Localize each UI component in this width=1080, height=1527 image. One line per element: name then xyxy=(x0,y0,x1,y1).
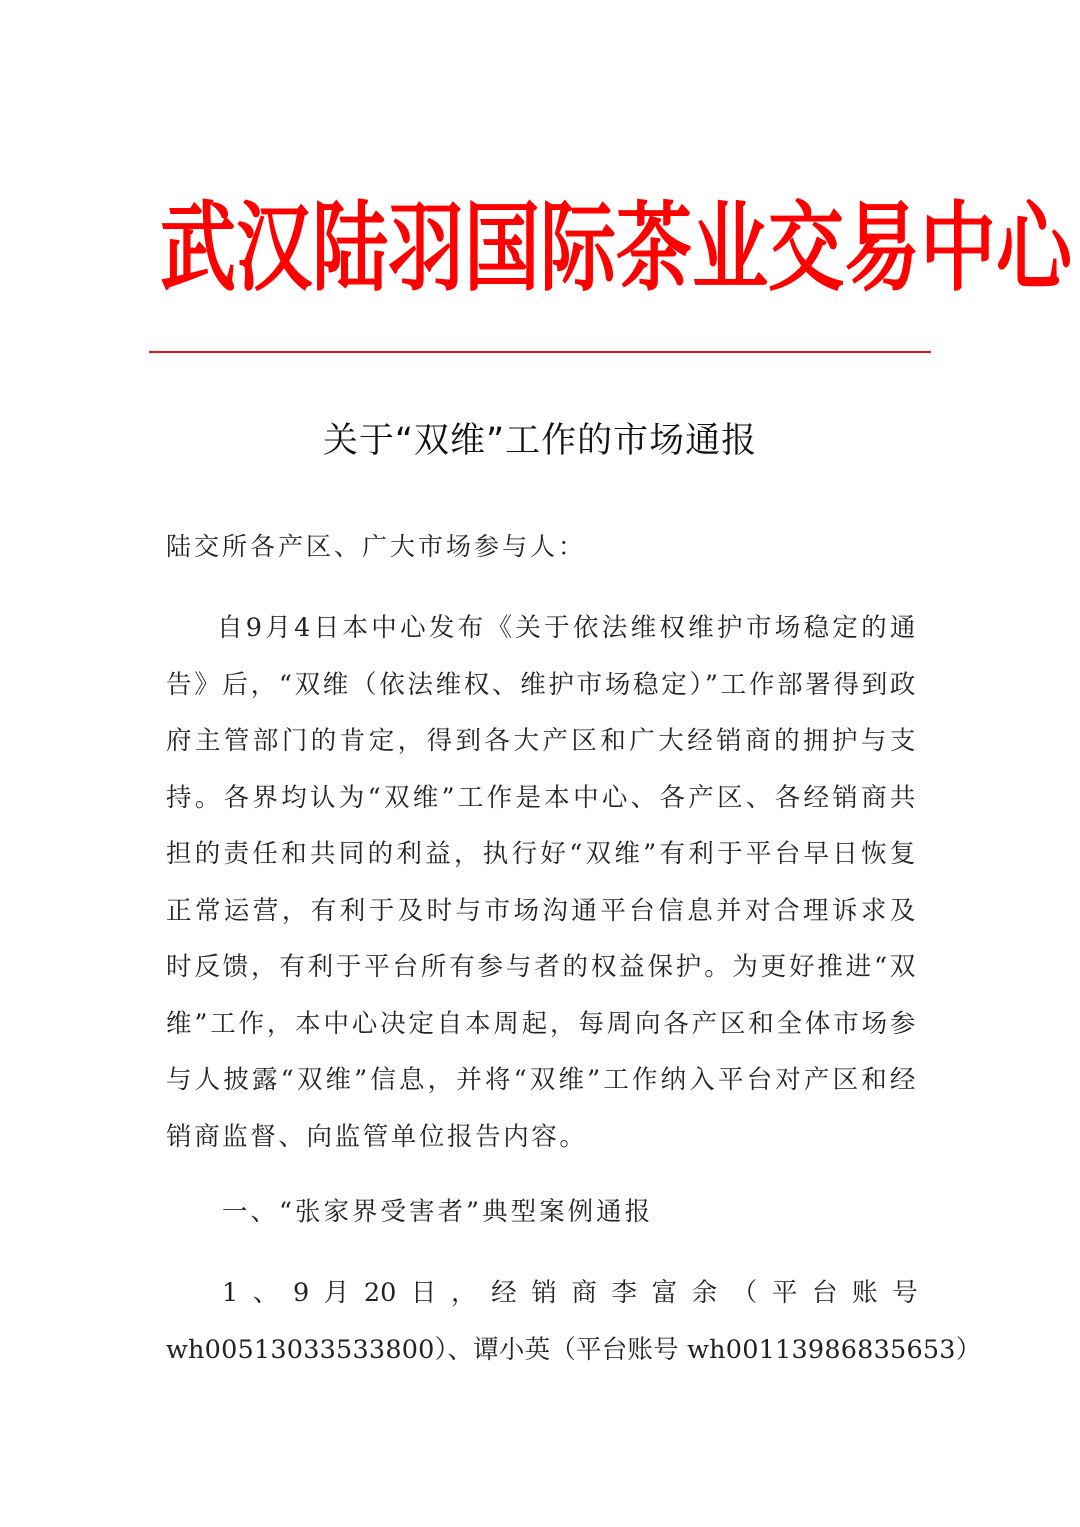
case-paragraph xyxy=(166,1265,982,1379)
case-token: 李 xyxy=(611,1278,637,1308)
case-token: 9 xyxy=(292,1278,310,1308)
case-token: 日 xyxy=(410,1278,437,1308)
document-title: 关于“双维”工作的市场通报 xyxy=(322,421,758,461)
case-token: ， xyxy=(451,1278,477,1308)
header-divider xyxy=(149,351,931,353)
case-token: 经 xyxy=(491,1278,517,1308)
body-paragraph: 自9月4日本中心发布《关于依法维权维护市场稳定的通告》后，“双维（依法维权、维护市场稳定）”工作部署得到政府主管部门的肯定，得到各大产区和广大经销商的拥护与支持。各界均认为“双维”工作是本中心、各产区、各经销商共担的责任和共同的利益，执行好“双维”有利于平台早日恢复正常运营，有利于及时与市场沟通平台信息并对合理诉求及时反馈，有利于平台所有参与者的权益保护。为更好推进“双维”工作，本中心决定自本周起，每周向各产区和全体市场参与人披露“双维”信息，并将“双维”工作纳入平台对产区和经销商监督、向监管单位报告内容。 xyxy=(166,613,918,1152)
case-token: 销 xyxy=(531,1278,557,1308)
case-token: 平 xyxy=(771,1278,798,1308)
case-token: 台 xyxy=(812,1278,838,1308)
organization-masthead: 武汉陆羽国际茶业交易中心 xyxy=(160,190,1072,305)
case-token: 、 xyxy=(252,1278,279,1308)
case-token: 余 xyxy=(691,1278,718,1308)
case-token: 富 xyxy=(651,1278,678,1308)
section-heading: 一、“张家界受害者”典型案例通报 xyxy=(222,1197,654,1227)
case-token: 号 xyxy=(892,1278,918,1308)
salutation: 陆交所各产区、广大市场参与人： xyxy=(166,532,587,561)
case-token: 账 xyxy=(852,1278,878,1308)
case-token: （ xyxy=(731,1278,758,1308)
case-token: 20 xyxy=(363,1278,397,1308)
case-line-2: wh00513033533800）、谭小英（平台账号 wh00113986835653） xyxy=(166,1335,982,1365)
case-line-1 xyxy=(166,1265,918,1322)
case-token: 1 xyxy=(222,1278,239,1308)
case-token: 商 xyxy=(571,1278,597,1308)
case-token: 月 xyxy=(323,1278,350,1308)
